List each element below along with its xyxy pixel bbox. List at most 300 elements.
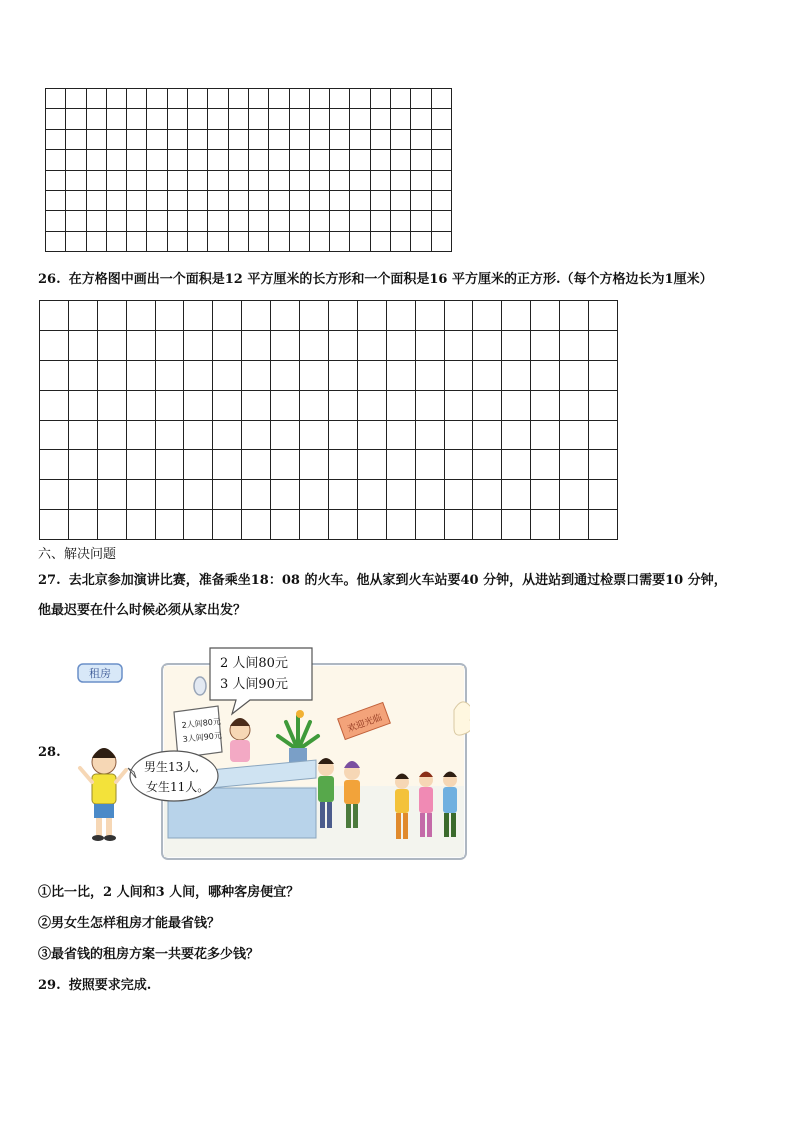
grid-cell [271, 480, 300, 510]
question-28-sub-3: ③最省钱的租房方案一共要花多少钱？ [38, 947, 260, 962]
grid-cell [358, 391, 387, 421]
grid-cell [249, 232, 269, 252]
grid-cell [249, 109, 269, 129]
question-29 [38, 978, 151, 994]
question-26-number: 26. [38, 272, 61, 287]
grid-cell [213, 421, 242, 451]
grid-cell [560, 450, 589, 480]
grid-cell [350, 109, 370, 129]
grid-cell [502, 301, 531, 331]
grid-cell [213, 510, 242, 540]
grid-cell [350, 191, 370, 211]
grid-cell [391, 150, 411, 170]
answer-grid-q26 [39, 300, 618, 540]
grid-cell [330, 171, 350, 191]
plant-pot [289, 748, 307, 762]
grid-cell [329, 421, 358, 451]
question-26 [38, 272, 713, 288]
grid-cell [40, 510, 69, 540]
grid-cell [46, 171, 66, 191]
grid-cell [127, 211, 147, 231]
grid-cell [87, 171, 107, 191]
grid-cell [127, 150, 147, 170]
grid-cell [290, 171, 310, 191]
grid-cell [411, 150, 431, 170]
grid-cell [387, 301, 416, 331]
grid-cell [358, 331, 387, 361]
grid-cell [502, 391, 531, 421]
grid-cell [416, 361, 445, 391]
grid-cell [229, 89, 249, 109]
grid-cell [87, 109, 107, 129]
grid-cell [271, 391, 300, 421]
grid-cell [229, 150, 249, 170]
grid-cell [358, 301, 387, 331]
grid-cell [242, 391, 271, 421]
grid-cell [371, 232, 391, 252]
grid-cell [531, 331, 560, 361]
grid-cell [66, 211, 86, 231]
grid-cell [184, 450, 213, 480]
grid-cell [358, 361, 387, 391]
grid-cell [432, 232, 452, 252]
grid-cell [445, 450, 474, 480]
grid-cell [69, 361, 98, 391]
grid-cell [107, 89, 127, 109]
grid-cell [46, 89, 66, 109]
grid-cell [300, 301, 329, 331]
grid-cell [300, 331, 329, 361]
grid-cell [69, 480, 98, 510]
grid-cell [391, 232, 411, 252]
grid-cell [168, 89, 188, 109]
grid-cell [242, 510, 271, 540]
grid-cell [411, 109, 431, 129]
grid-cell [411, 89, 431, 109]
grid-cell [147, 150, 167, 170]
grid-cell [66, 109, 86, 129]
grid-cell [290, 130, 310, 150]
grid-cell [188, 171, 208, 191]
grid-cell [46, 232, 66, 252]
grid-cell [371, 150, 391, 170]
grid-cell [300, 391, 329, 421]
grid-cell [473, 510, 502, 540]
grid-cell [387, 361, 416, 391]
grid-cell [98, 421, 127, 451]
grid-cell [290, 89, 310, 109]
grid-cell [473, 391, 502, 421]
grid-cell [502, 480, 531, 510]
grid-cell [147, 211, 167, 231]
grid-cell [589, 391, 618, 421]
grid-cell [147, 191, 167, 211]
grid-cell [188, 130, 208, 150]
grid-cell [300, 421, 329, 451]
grid-cell [445, 361, 474, 391]
grid-cell [432, 211, 452, 231]
grid-cell [156, 450, 185, 480]
grid-cell [87, 89, 107, 109]
grid-cell [46, 191, 66, 211]
question-28-number: 28. [38, 745, 61, 760]
grid-cell [387, 331, 416, 361]
grid-cell [432, 89, 452, 109]
grid-cell [213, 480, 242, 510]
grid-cell [300, 510, 329, 540]
grid-cell [531, 510, 560, 540]
grid-cell [473, 331, 502, 361]
grid-cell [87, 232, 107, 252]
grid-cell [40, 421, 69, 451]
grid-cell [271, 421, 300, 451]
grid-cell [473, 480, 502, 510]
grid-cell [98, 480, 127, 510]
grid-cell [290, 211, 310, 231]
grid-cell [371, 191, 391, 211]
grid-cell [411, 211, 431, 231]
grid-cell [416, 331, 445, 361]
grid-cell [473, 450, 502, 480]
grid-cell [208, 89, 228, 109]
grid-cell [329, 510, 358, 540]
boy-bubble-line-2: 女生11人。 [146, 780, 210, 794]
grid-cell [330, 150, 350, 170]
grid-cell [445, 301, 474, 331]
grid-cell [184, 301, 213, 331]
grid-cell [40, 361, 69, 391]
question-27-line-1 [38, 573, 727, 589]
grid-cell [371, 171, 391, 191]
boy-bubble-line-1: 男生13人, [144, 760, 200, 774]
grid-cell [127, 421, 156, 451]
grid-cell [156, 510, 185, 540]
grid-cell [168, 211, 188, 231]
grid-cell [358, 421, 387, 451]
rental-illustration [70, 640, 470, 862]
grid-cell [473, 421, 502, 451]
grid-cell [46, 130, 66, 150]
grid-cell [107, 191, 127, 211]
grid-cell [66, 232, 86, 252]
grid-cell [242, 301, 271, 331]
grid-cell [310, 171, 330, 191]
grid-cell [290, 109, 310, 129]
grid-cell [184, 391, 213, 421]
grid-cell [350, 211, 370, 231]
grid-cell [391, 130, 411, 150]
question-29-text: 按照要求完成. [68, 978, 152, 993]
grid-cell [371, 130, 391, 150]
grid-cell [127, 109, 147, 129]
grid-cell [560, 421, 589, 451]
grid-cell [98, 450, 127, 480]
grid-cell [432, 109, 452, 129]
grid-cell [300, 450, 329, 480]
grid-cell [107, 130, 127, 150]
grid-cell [249, 211, 269, 231]
grid-cell [502, 421, 531, 451]
grid-cell [387, 391, 416, 421]
grid-cell [40, 331, 69, 361]
grid-cell [358, 480, 387, 510]
rent-tag-label: 租房 [89, 667, 111, 680]
grid-cell [310, 211, 330, 231]
grid-cell [213, 301, 242, 331]
grid-cell [271, 331, 300, 361]
grid-cell [589, 301, 618, 331]
grid-cell [156, 361, 185, 391]
grid-cell [531, 421, 560, 451]
grid-cell [391, 89, 411, 109]
grid-cell [87, 191, 107, 211]
grid-cell [502, 331, 531, 361]
grid-cell [107, 232, 127, 252]
grid-cell [371, 109, 391, 129]
grid-cell [147, 130, 167, 150]
grid-cell [269, 191, 289, 211]
grid-cell [358, 510, 387, 540]
grid-cell [358, 450, 387, 480]
grid-cell [502, 510, 531, 540]
grid-cell [445, 510, 474, 540]
grid-cell [432, 150, 452, 170]
grid-cell [589, 510, 618, 540]
receptionist-body [230, 740, 250, 762]
grid-cell [242, 361, 271, 391]
grid-cell [531, 361, 560, 391]
grid-cell [184, 361, 213, 391]
grid-cell [531, 391, 560, 421]
grid-cell [310, 150, 330, 170]
grid-cell [300, 361, 329, 391]
grid-cell [350, 130, 370, 150]
grid-cell [329, 391, 358, 421]
grid-cell [147, 109, 167, 129]
grid-cell [107, 109, 127, 129]
grid-cell [208, 109, 228, 129]
grid-cell [269, 232, 289, 252]
grid-cell [168, 109, 188, 129]
grid-cell [290, 232, 310, 252]
grid-cell [271, 361, 300, 391]
grid-cell [329, 480, 358, 510]
grid-cell [329, 331, 358, 361]
grid-cell [473, 301, 502, 331]
grid-cell [208, 191, 228, 211]
grid-cell [531, 480, 560, 510]
grid-cell [46, 211, 66, 231]
grid-cell [87, 130, 107, 150]
grid-cell [290, 191, 310, 211]
grid-cell [127, 301, 156, 331]
grid-cell [87, 211, 107, 231]
grid-cell [156, 391, 185, 421]
grid-cell [69, 391, 98, 421]
grid-cell [69, 301, 98, 331]
grid-cell [310, 191, 330, 211]
grid-cell [416, 421, 445, 451]
grid-cell [271, 301, 300, 331]
grid-cell [156, 421, 185, 451]
grid-cell [473, 361, 502, 391]
welcome-banner-label: 欢迎光临 [346, 712, 384, 735]
boy-figure [80, 748, 126, 841]
grid-cell [330, 211, 350, 231]
question-27-line-2: 他最迟要在什么时候必须从家出发？ [38, 603, 247, 618]
grid-cell [411, 232, 431, 252]
grid-cell [416, 450, 445, 480]
grid-cell [249, 150, 269, 170]
grid-cell [188, 150, 208, 170]
grid-cell [188, 211, 208, 231]
grid-cell [156, 331, 185, 361]
price-sign-line-2: 3人间90元 [182, 730, 223, 744]
grid-cell [330, 109, 350, 129]
grid-cell [127, 89, 147, 109]
grid-cell [269, 130, 289, 150]
grid-cell [387, 450, 416, 480]
grid-cell [560, 361, 589, 391]
grid-cell [249, 130, 269, 150]
grid-cell [432, 191, 452, 211]
grid-cell [350, 171, 370, 191]
grid-cell [589, 331, 618, 361]
grid-cell [184, 331, 213, 361]
grid-cell [168, 171, 188, 191]
grid-cell [40, 450, 69, 480]
grid-cell [350, 232, 370, 252]
grid-cell [213, 361, 242, 391]
grid-cell [229, 191, 249, 211]
grid-cell [213, 331, 242, 361]
grid-cell [445, 331, 474, 361]
grid-cell [40, 391, 69, 421]
grid-cell [589, 421, 618, 451]
grid-cell [213, 450, 242, 480]
grid-cell [329, 301, 358, 331]
grid-cell [242, 421, 271, 451]
grid-cell [445, 391, 474, 421]
answer-grid-top [45, 88, 452, 252]
grid-cell [589, 480, 618, 510]
grid-cell [391, 109, 411, 129]
grid-cell [156, 301, 185, 331]
grid-cell [271, 510, 300, 540]
question-29-number: 29. [38, 978, 61, 993]
grid-cell [502, 361, 531, 391]
grid-cell [229, 109, 249, 129]
grid-cell [560, 510, 589, 540]
grid-cell [46, 109, 66, 129]
question-26-text: 在方格图中画出一个面积是12 平方厘米的长方形和一个面积是16 平方厘米的正方形.（每个方格边长为1厘米） [68, 272, 713, 287]
grid-cell [107, 171, 127, 191]
grid-cell [432, 171, 452, 191]
grid-cell [66, 89, 86, 109]
grid-cell [66, 191, 86, 211]
grid-cell [188, 232, 208, 252]
grid-cell [40, 480, 69, 510]
cloud-icon [454, 702, 470, 735]
grid-cell [229, 211, 249, 231]
grid-cell [310, 109, 330, 129]
grid-cell [69, 450, 98, 480]
question-28-sub-1: ①比一比，2 人间和3 人间，哪种客房便宜？ [38, 885, 300, 900]
grid-cell [330, 130, 350, 150]
grid-cell [310, 232, 330, 252]
grid-cell [69, 510, 98, 540]
grid-cell [168, 150, 188, 170]
grid-cell [411, 171, 431, 191]
grid-cell [107, 150, 127, 170]
grid-cell [156, 480, 185, 510]
question-27-number: 27. [38, 573, 61, 588]
grid-cell [127, 171, 147, 191]
grid-cell [147, 89, 167, 109]
grid-cell [531, 301, 560, 331]
grid-cell [391, 191, 411, 211]
grid-cell [310, 89, 330, 109]
grid-cell [69, 421, 98, 451]
grid-cell [249, 171, 269, 191]
grid-cell [269, 109, 289, 129]
grid-cell [387, 510, 416, 540]
grid-cell [208, 171, 228, 191]
grid-cell [127, 480, 156, 510]
grid-cell [184, 421, 213, 451]
grid-cell [411, 191, 431, 211]
grid-cell [184, 480, 213, 510]
grid-cell [127, 130, 147, 150]
grid-cell [107, 211, 127, 231]
price-bubble-line-2: 3 人间90元 [220, 677, 288, 692]
grid-cell [290, 150, 310, 170]
grid-cell [127, 232, 147, 252]
grid-cell [127, 391, 156, 421]
grid-cell [502, 450, 531, 480]
grid-cell [371, 211, 391, 231]
grid-cell [66, 130, 86, 150]
grid-cell [98, 301, 127, 331]
grid-cell [329, 361, 358, 391]
grid-cell [445, 421, 474, 451]
grid-cell [98, 361, 127, 391]
grid-cell [411, 130, 431, 150]
grid-cell [127, 361, 156, 391]
grid-cell [560, 391, 589, 421]
grid-cell [229, 171, 249, 191]
grid-cell [310, 130, 330, 150]
grid-cell [87, 150, 107, 170]
grid-cell [66, 171, 86, 191]
section-6-title: 六、解决问题 [38, 547, 117, 562]
grid-cell [66, 150, 86, 170]
grid-cell [391, 171, 411, 191]
grid-cell [445, 480, 474, 510]
grid-cell [271, 450, 300, 480]
plant-flower-icon [296, 710, 304, 718]
grid-cell [416, 510, 445, 540]
grid-cell [208, 232, 228, 252]
grid-cell [560, 331, 589, 361]
grid-cell [387, 480, 416, 510]
grid-cell [350, 150, 370, 170]
grid-cell [371, 89, 391, 109]
grid-cell [208, 130, 228, 150]
grid-cell [208, 150, 228, 170]
grid-cell [208, 211, 228, 231]
wall-lamp-icon [194, 677, 206, 695]
